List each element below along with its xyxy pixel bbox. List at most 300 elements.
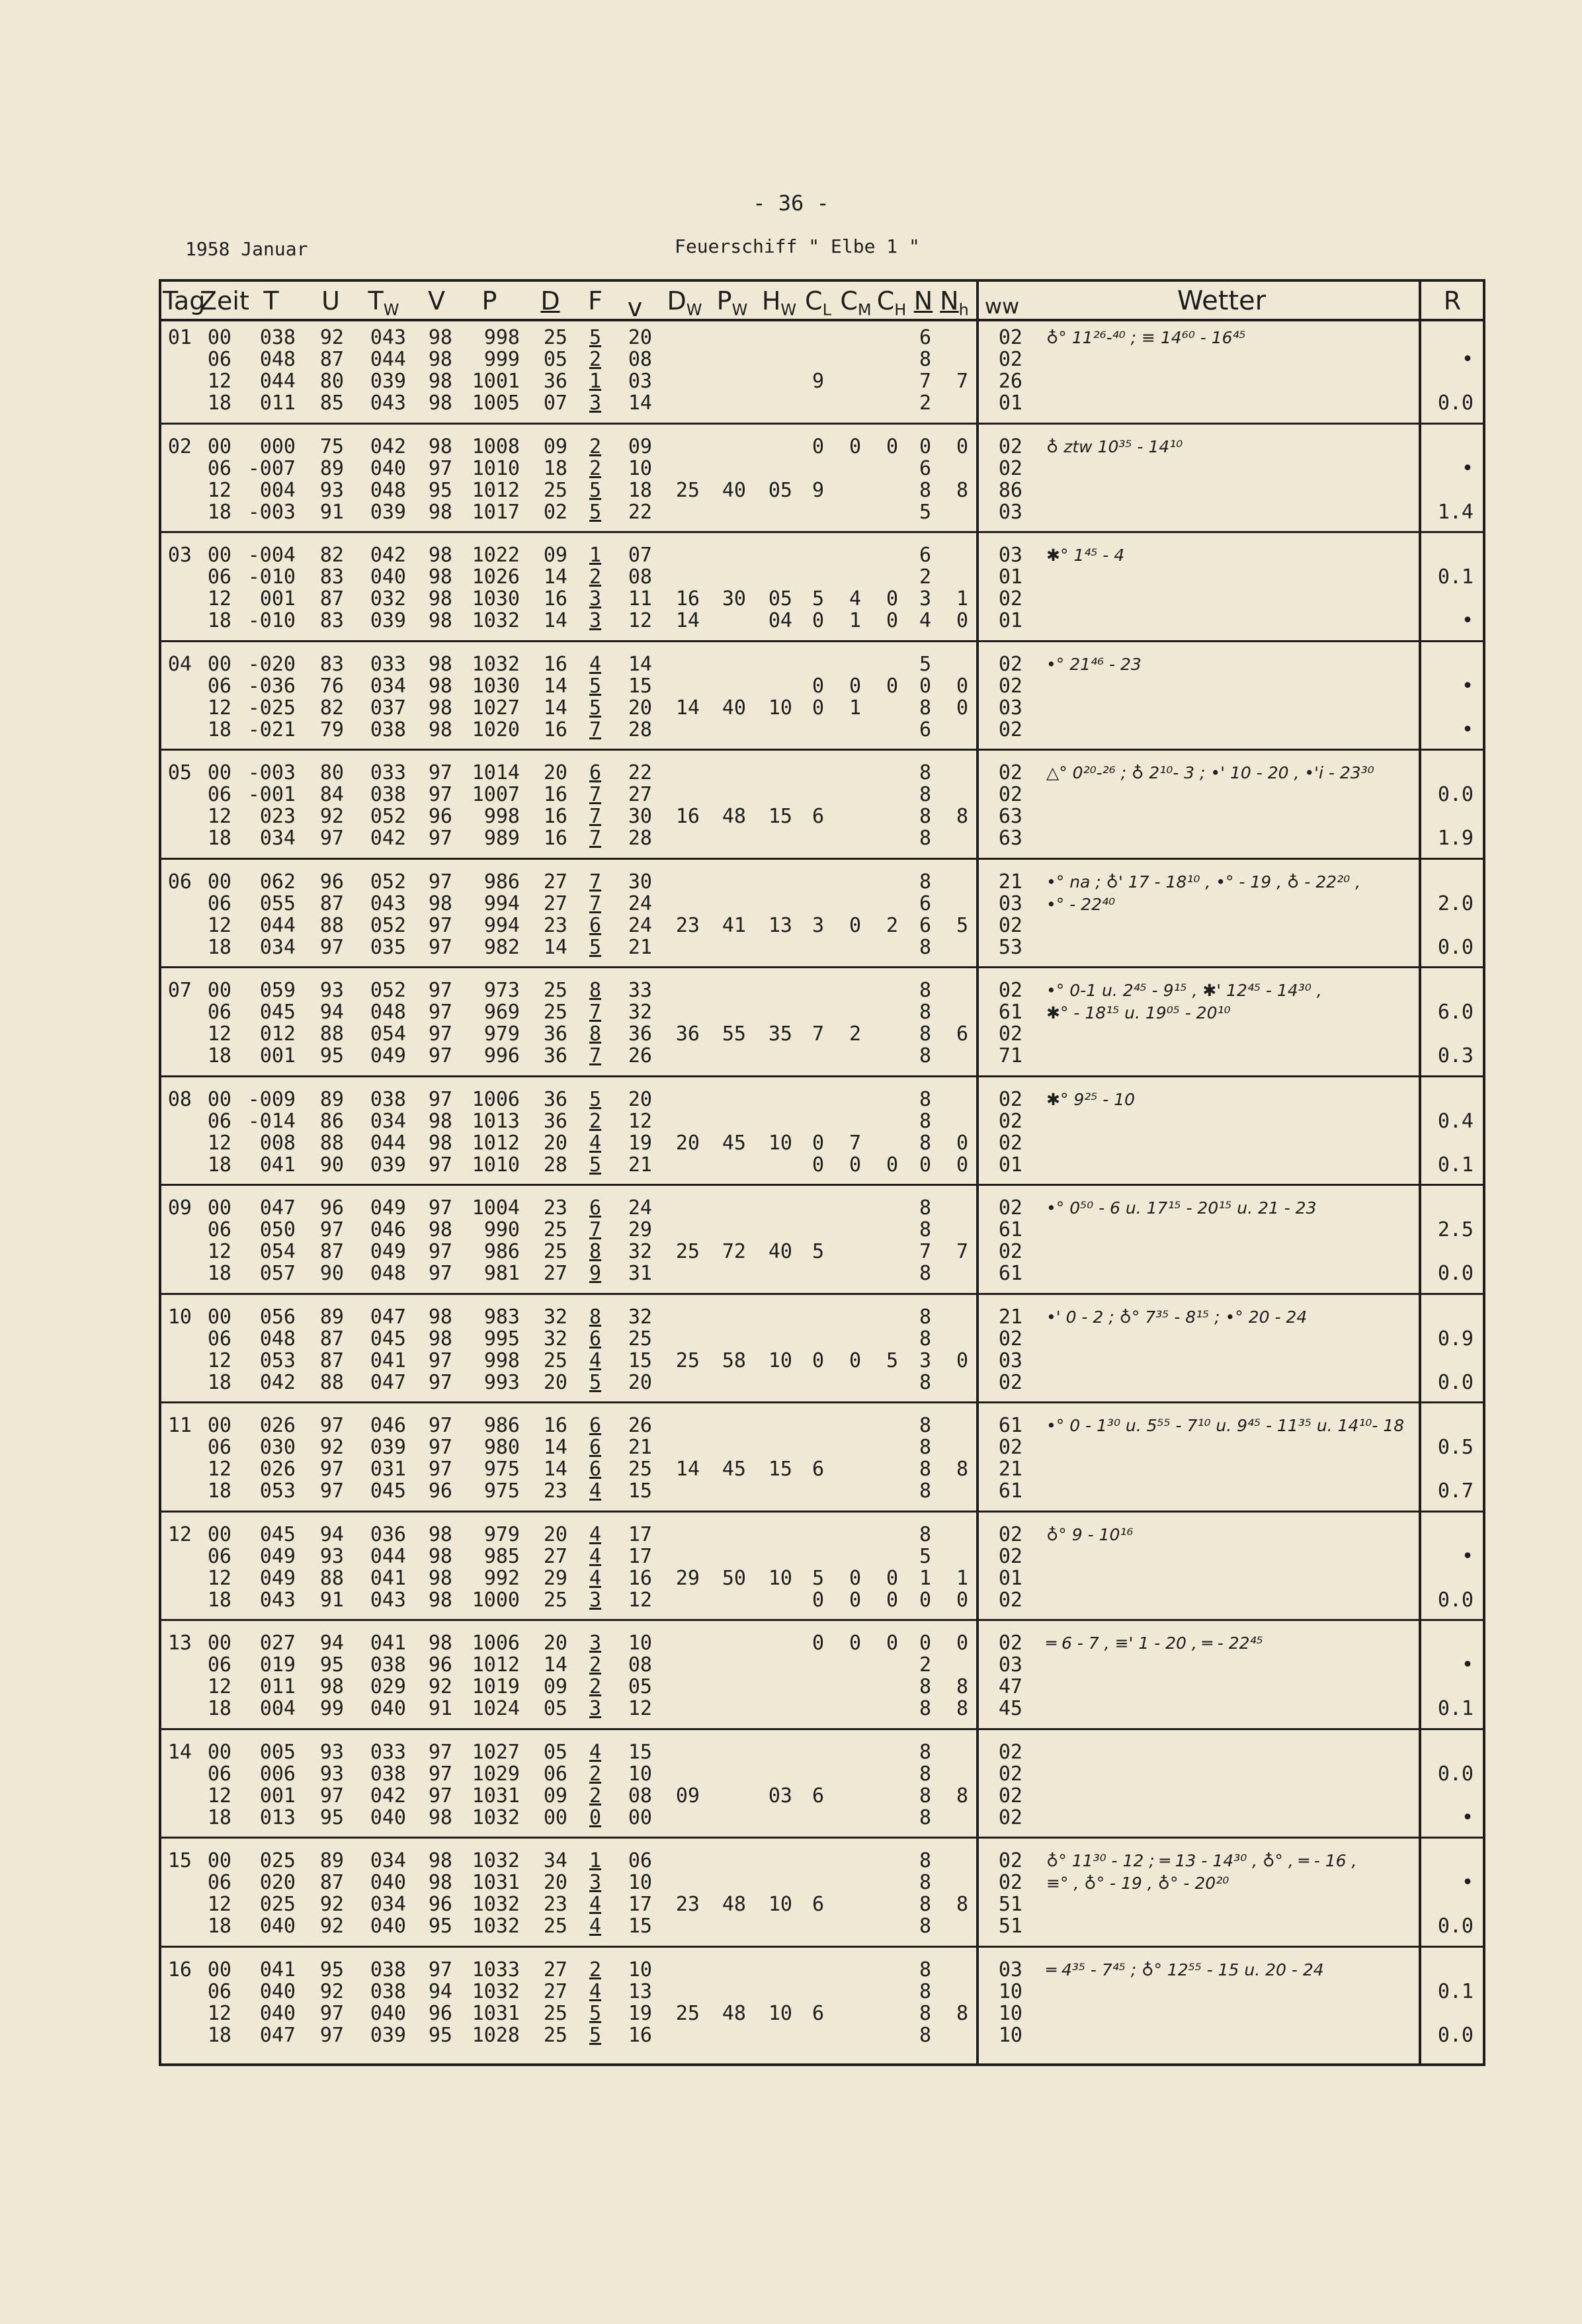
cell-n: 8 xyxy=(919,1196,932,1220)
cell-vv: 15 xyxy=(628,1349,652,1372)
cell-ch: 5 xyxy=(886,1349,899,1372)
cell-hw xyxy=(762,893,792,915)
cell-zeit: 00 xyxy=(207,652,231,676)
cell-n: 5 xyxy=(919,1544,932,1568)
cell-zeit: 06 xyxy=(207,783,231,806)
cell-t: 042 xyxy=(259,1370,296,1394)
cell-u: 92 xyxy=(319,805,344,828)
cell-t: 011 xyxy=(259,1675,296,1698)
day-separator xyxy=(161,1075,1483,1077)
cell-cl xyxy=(808,2024,828,2046)
cell-zeit: 12 xyxy=(207,587,231,610)
cell-pw xyxy=(716,1872,746,1893)
cell-t: 008 xyxy=(259,1131,296,1155)
cell-vv: 14 xyxy=(628,652,652,676)
cell-n: 8 xyxy=(919,1001,932,1024)
cell-v: 98 xyxy=(428,1218,452,1241)
cell-nh: 0 xyxy=(956,1131,969,1155)
cell-p: 969 xyxy=(483,1001,520,1024)
cell-n: 8 xyxy=(919,1305,932,1329)
cell-tw: 041 xyxy=(370,1349,406,1372)
day-separator xyxy=(161,423,1483,425)
cell-ch xyxy=(882,1197,902,1219)
cell-cm xyxy=(845,1981,865,2003)
col-dw-sub: W xyxy=(686,300,702,319)
cell-pw xyxy=(716,566,746,588)
cell-ch xyxy=(882,1546,902,1567)
day-number: 07 xyxy=(167,979,192,1002)
cell-r: 0.3 xyxy=(1437,1044,1474,1067)
cell-v: 97 xyxy=(428,1262,452,1285)
cell-ch xyxy=(882,784,902,806)
cell-cm: 0 xyxy=(849,1588,862,1612)
cell-u: 87 xyxy=(319,1327,344,1350)
cell-tw: 038 xyxy=(370,1653,406,1677)
cell-v: 98 xyxy=(428,1522,452,1546)
cell-hw: 05 xyxy=(768,587,792,610)
cell-zeit: 12 xyxy=(207,805,231,828)
cell-dw xyxy=(669,1807,700,1829)
cell-p: 1029 xyxy=(472,1762,520,1786)
cell-p: 986 xyxy=(483,870,520,893)
cell-t: 000 xyxy=(259,435,296,458)
cell-vv: 18 xyxy=(628,478,652,502)
cell-hw: 15 xyxy=(768,1458,792,1481)
cell-cm xyxy=(845,327,865,349)
cell-u: 95 xyxy=(319,1958,344,1981)
cell-v: 98 xyxy=(428,1805,452,1829)
cell-t: -007 xyxy=(247,456,296,480)
cell-zeit: 00 xyxy=(207,761,231,784)
cell-ww: 02 xyxy=(998,1740,1022,1764)
cell-p: 1013 xyxy=(472,1109,520,1133)
cell-p: 1007 xyxy=(472,783,520,806)
col-tag-label: Tag xyxy=(163,286,206,315)
cell-f: 3 xyxy=(589,609,602,632)
cell-dw: 16 xyxy=(675,587,700,610)
cell-ch xyxy=(882,1524,902,1546)
cell-t: -014 xyxy=(247,1109,296,1133)
cell-tw: 052 xyxy=(370,805,406,828)
cell-zeit: 00 xyxy=(207,1414,231,1437)
cell-cl xyxy=(808,1654,828,1676)
cell-cl xyxy=(808,1850,828,1872)
cell-r xyxy=(1422,1741,1474,1763)
cell-nh: 0 xyxy=(956,1349,969,1372)
cell-n: 5 xyxy=(919,652,932,676)
cell-zeit: 12 xyxy=(207,2001,231,2025)
cell-f: 7 xyxy=(589,805,602,828)
cell-vv: 07 xyxy=(628,544,652,567)
cell-nh xyxy=(952,1546,972,1567)
cell-t: -021 xyxy=(247,718,296,741)
cell-t: 047 xyxy=(259,2023,296,2047)
cell-v: 98 xyxy=(428,609,452,632)
cell-t: 049 xyxy=(259,1566,296,1590)
cell-vv: 08 xyxy=(628,348,652,371)
cell-pw xyxy=(716,1785,746,1807)
cell-u: 93 xyxy=(319,1544,344,1568)
cell-hw xyxy=(762,1524,792,1546)
weather-note: ♁ ztw 10³⁵ - 14¹⁰ xyxy=(1046,436,1183,456)
cell-v: 97 xyxy=(428,1784,452,1807)
col-pw-label: P xyxy=(716,286,732,315)
cell-hw xyxy=(762,1807,792,1829)
cell-p: 1032 xyxy=(472,609,520,632)
cell-v: 97 xyxy=(428,1958,452,1981)
cell-p: 1005 xyxy=(472,392,520,415)
day-separator xyxy=(161,1401,1483,1403)
cell-zeit: 00 xyxy=(207,1196,231,1220)
cell-p: 973 xyxy=(483,979,520,1002)
col-zeit-label: Zeit xyxy=(200,286,249,315)
cell-d: 20 xyxy=(543,1370,567,1394)
cell-r xyxy=(1422,544,1474,566)
cell-dw xyxy=(669,653,700,675)
cell-cm xyxy=(845,1698,865,1720)
cell-t: 040 xyxy=(259,1915,296,1938)
cell-t: 054 xyxy=(259,1240,296,1263)
cell-t: 053 xyxy=(259,1479,296,1503)
cell-ww: 86 xyxy=(998,478,1022,502)
cell-pw xyxy=(716,1436,746,1458)
cell-u: 90 xyxy=(319,1262,344,1285)
cell-dw xyxy=(669,936,700,958)
cell-pw xyxy=(716,370,746,392)
day-number: 12 xyxy=(167,1522,192,1546)
cell-nh xyxy=(952,501,972,523)
cell-dw xyxy=(669,1001,700,1023)
cell-vv: 26 xyxy=(628,1044,652,1067)
cell-nh: 0 xyxy=(956,674,969,698)
cell-dw: 25 xyxy=(675,478,700,502)
cell-hw: 35 xyxy=(768,1022,792,1046)
cell-n: 8 xyxy=(919,1805,932,1829)
cell-zeit: 06 xyxy=(207,1871,231,1894)
cell-cl xyxy=(808,501,828,523)
cell-ww: 01 xyxy=(998,1566,1022,1590)
cell-p: 1027 xyxy=(472,696,520,720)
cell-d: 25 xyxy=(543,326,567,349)
cell-zeit: 18 xyxy=(207,500,231,524)
cell-vv: 13 xyxy=(628,1979,652,2003)
cell-ch xyxy=(882,1698,902,1720)
cell-n: 8 xyxy=(919,1675,932,1698)
cell-d: 36 xyxy=(543,1087,567,1111)
cell-dw xyxy=(669,871,700,893)
cell-n: 8 xyxy=(919,935,932,959)
cell-pw xyxy=(716,1632,746,1654)
cell-v: 98 xyxy=(428,1849,452,1872)
cell-dw xyxy=(669,1589,700,1611)
col-wetter-label: Wetter xyxy=(1177,286,1267,316)
cell-ww: 47 xyxy=(998,1675,1022,1698)
cell-dw xyxy=(669,327,700,349)
cell-n: 8 xyxy=(919,761,932,784)
cell-u: 87 xyxy=(319,892,344,915)
cell-cm xyxy=(845,1763,865,1785)
cell-f: 6 xyxy=(589,1458,602,1481)
cell-cl xyxy=(808,1110,828,1132)
cell-f: 6 xyxy=(589,1196,602,1220)
cell-r xyxy=(1422,1567,1474,1589)
cell-nh xyxy=(952,1981,972,2003)
cell-r xyxy=(1422,1132,1474,1154)
cell-tw: 041 xyxy=(370,1632,406,1655)
cell-n: 7 xyxy=(919,1240,932,1263)
cell-r xyxy=(1422,1785,1474,1807)
col-d-label: D xyxy=(540,286,560,315)
cell-f: 3 xyxy=(589,1632,602,1655)
cell-ww: 02 xyxy=(998,1022,1022,1046)
cell-ww: 51 xyxy=(998,1915,1022,1938)
cell-tw: 039 xyxy=(370,609,406,632)
cell-p: 975 xyxy=(483,1479,520,1503)
cell-f: 6 xyxy=(589,761,602,784)
cell-tw: 043 xyxy=(370,392,406,415)
cell-u: 95 xyxy=(319,1653,344,1677)
cell-cm: 0 xyxy=(849,435,862,458)
cell-dw xyxy=(669,1045,700,1067)
cell-f: 5 xyxy=(589,326,602,349)
day-number: 09 xyxy=(167,1196,192,1220)
cell-t: 062 xyxy=(259,870,296,893)
cell-pw: 48 xyxy=(722,805,746,828)
cell-pw xyxy=(716,1089,746,1110)
cell-t: 025 xyxy=(259,1849,296,1872)
cell-hw xyxy=(762,1676,792,1698)
cell-d: 25 xyxy=(543,979,567,1002)
cell-ww: 02 xyxy=(998,1436,1022,1459)
cell-p: 996 xyxy=(483,1044,520,1067)
cell-f: 4 xyxy=(589,1893,602,1916)
cell-ch: 0 xyxy=(886,435,899,458)
cell-tw: 034 xyxy=(370,1849,406,1872)
cell-hw xyxy=(762,1480,792,1502)
cell-ch xyxy=(882,1023,902,1045)
cell-nh xyxy=(952,1045,972,1067)
cell-p: 998 xyxy=(483,1349,520,1372)
cell-v: 98 xyxy=(428,435,452,458)
cell-r xyxy=(1422,697,1474,719)
cell-cm xyxy=(845,653,865,675)
cell-tw: 038 xyxy=(370,718,406,741)
cell-ch: 0 xyxy=(886,609,899,632)
cell-d: 25 xyxy=(543,1218,567,1241)
cell-cl xyxy=(808,1045,828,1067)
col-n xyxy=(911,284,935,317)
cell-hw xyxy=(762,871,792,893)
cell-cm xyxy=(845,1001,865,1023)
cell-ww: 01 xyxy=(998,565,1022,589)
cell-p: 1028 xyxy=(472,2023,520,2047)
cell-dw xyxy=(669,1959,700,1981)
cell-zeit: 18 xyxy=(207,1153,231,1177)
cell-f: 0 xyxy=(589,1805,602,1829)
cell-zeit: 18 xyxy=(207,1697,231,1720)
cell-tw: 038 xyxy=(370,1979,406,2003)
cell-ww: 02 xyxy=(998,1196,1022,1220)
cell-dw: 14 xyxy=(675,609,700,632)
cell-cm: 0 xyxy=(849,1632,862,1655)
cell-r xyxy=(1422,1676,1474,1698)
cell-n: 8 xyxy=(919,1784,932,1807)
cell-vv: 17 xyxy=(628,1893,652,1916)
cell-nh xyxy=(952,1915,972,1937)
cell-r xyxy=(1422,588,1474,610)
cell-p: 1032 xyxy=(472,1805,520,1829)
col-u-label: U xyxy=(321,286,340,315)
cell-ww: 21 xyxy=(998,1305,1022,1329)
cell-cl xyxy=(808,1001,828,1023)
cell-r xyxy=(1422,2003,1474,2024)
cell-cm xyxy=(845,1959,865,1981)
cell-pw: 55 xyxy=(722,1022,746,1046)
cell-d: 16 xyxy=(543,1414,567,1437)
cell-hw xyxy=(762,1045,792,1067)
cell-f: 5 xyxy=(589,500,602,524)
cell-r xyxy=(1422,1850,1474,1872)
cell-pw: 40 xyxy=(722,696,746,720)
cell-nh xyxy=(952,327,972,349)
cell-d: 34 xyxy=(543,1849,567,1872)
cell-t: 053 xyxy=(259,1349,296,1372)
cell-dw xyxy=(669,893,700,915)
cell-n: 0 xyxy=(919,1588,932,1612)
cell-f: 2 xyxy=(589,456,602,480)
cell-hw: 03 xyxy=(768,1784,792,1807)
cell-cm: 0 xyxy=(849,1153,862,1177)
weather-note: •' 0 - 2 ; ♁° 7³⁵ - 8¹⁵ ; •° 20 - 24 xyxy=(1046,1307,1308,1327)
cell-u: 80 xyxy=(319,370,344,393)
cell-hw xyxy=(762,1546,792,1567)
cell-vv: 36 xyxy=(628,1022,652,1046)
cell-pw xyxy=(716,675,746,697)
weather-note: ♁° 11²⁶-⁴⁰ ; ≡ 14⁶⁰ - 16⁴⁵ xyxy=(1046,328,1246,347)
cell-u: 83 xyxy=(319,652,344,676)
cell-cm xyxy=(845,1807,865,1829)
cell-dw: 14 xyxy=(675,1458,700,1481)
cell-ww: 02 xyxy=(998,1544,1022,1568)
cell-n: 5 xyxy=(919,500,932,524)
cell-nh xyxy=(952,1001,972,1023)
cell-f: 1 xyxy=(589,544,602,567)
weather-note: •° 0 - 1³⁰ u. 5⁵⁵ - 7¹⁰ u. 9⁴⁵ - 11³⁵ u. 14¹⁰- 18 xyxy=(1046,1416,1405,1435)
col-t-label: T xyxy=(263,286,279,315)
cell-zeit: 12 xyxy=(207,1784,231,1807)
cell-cl xyxy=(808,1415,828,1436)
cell-cm xyxy=(845,1241,865,1263)
cell-d: 25 xyxy=(543,1588,567,1612)
cell-u: 87 xyxy=(319,1349,344,1372)
cell-zeit: 06 xyxy=(207,892,231,915)
cell-ch xyxy=(882,653,902,675)
cell-t: 012 xyxy=(259,1022,296,1046)
cell-pw: 50 xyxy=(722,1566,746,1590)
cell-t: 004 xyxy=(259,478,296,502)
cell-ch xyxy=(882,1436,902,1458)
header-station: Feuerschiff " Elbe 1 " xyxy=(675,235,920,257)
cell-v: 97 xyxy=(428,761,452,784)
cell-n: 6 xyxy=(919,892,932,915)
cell-tw: 044 xyxy=(370,348,406,371)
cell-f: 5 xyxy=(589,696,602,720)
cell-p: 1019 xyxy=(472,1675,520,1698)
cell-cm xyxy=(845,1328,865,1350)
cell-r xyxy=(1422,871,1474,893)
cell-pw xyxy=(716,1219,746,1241)
cell-u: 97 xyxy=(319,1458,344,1481)
cell-ch xyxy=(882,1981,902,2003)
cell-n: 8 xyxy=(919,2001,932,2025)
cell-n: 3 xyxy=(919,587,932,610)
cell-dw xyxy=(669,1546,700,1567)
cell-nh: 0 xyxy=(956,1153,969,1177)
cell-n: 8 xyxy=(919,1762,932,1786)
cell-cm: 0 xyxy=(849,1349,862,1372)
cell-ww: 02 xyxy=(998,587,1022,610)
cell-vv: 05 xyxy=(628,1675,652,1698)
col-hw-sub: W xyxy=(780,300,797,319)
cell-p: 1032 xyxy=(472,1979,520,2003)
cell-ch xyxy=(882,2003,902,2024)
cell-dw xyxy=(669,1328,700,1350)
cell-tw: 043 xyxy=(370,326,406,349)
cell-d: 16 xyxy=(543,587,567,610)
cell-ch xyxy=(882,1001,902,1023)
cell-d: 25 xyxy=(543,1915,567,1938)
cell-n: 8 xyxy=(919,1871,932,1894)
cell-f: 6 xyxy=(589,1327,602,1350)
cell-v: 97 xyxy=(428,827,452,850)
cell-tw: 040 xyxy=(370,2001,406,2025)
cell-v: 97 xyxy=(428,1740,452,1764)
cell-t: 041 xyxy=(259,1958,296,1981)
cell-n: 8 xyxy=(919,1849,932,1872)
cell-d: 05 xyxy=(543,1740,567,1764)
col-ch xyxy=(873,284,910,317)
cell-r: 0.0 xyxy=(1437,1370,1474,1394)
cell-r xyxy=(1422,1241,1474,1263)
cell-v: 97 xyxy=(428,456,452,480)
cell-t: 001 xyxy=(259,1784,296,1807)
col-pw-sub: W xyxy=(731,300,748,319)
cell-n: 1 xyxy=(919,1566,932,1590)
cell-cm xyxy=(845,566,865,588)
cell-r xyxy=(1422,806,1474,827)
cell-v: 95 xyxy=(428,2023,452,2047)
cell-cm xyxy=(845,1524,865,1546)
cell-ch xyxy=(882,1132,902,1154)
cell-t: 006 xyxy=(259,1762,296,1786)
cell-f: 2 xyxy=(589,1784,602,1807)
cell-pw xyxy=(716,1306,746,1328)
cell-zeit: 06 xyxy=(207,456,231,480)
cell-dw xyxy=(669,2024,700,2046)
cell-tw: 034 xyxy=(370,1109,406,1133)
cell-ww: 02 xyxy=(998,1240,1022,1263)
cell-f: 5 xyxy=(589,478,602,502)
cell-r: 0.0 xyxy=(1437,1762,1474,1786)
day-separator xyxy=(161,966,1483,968)
cell-ww: 02 xyxy=(998,913,1022,937)
cell-t: -010 xyxy=(247,609,296,632)
cell-tw: 038 xyxy=(370,1958,406,1981)
cell-cl xyxy=(808,1546,828,1567)
cell-nh xyxy=(952,936,972,958)
cell-d: 06 xyxy=(543,1762,567,1786)
cell-r: 0.0 xyxy=(1437,2023,1474,2047)
